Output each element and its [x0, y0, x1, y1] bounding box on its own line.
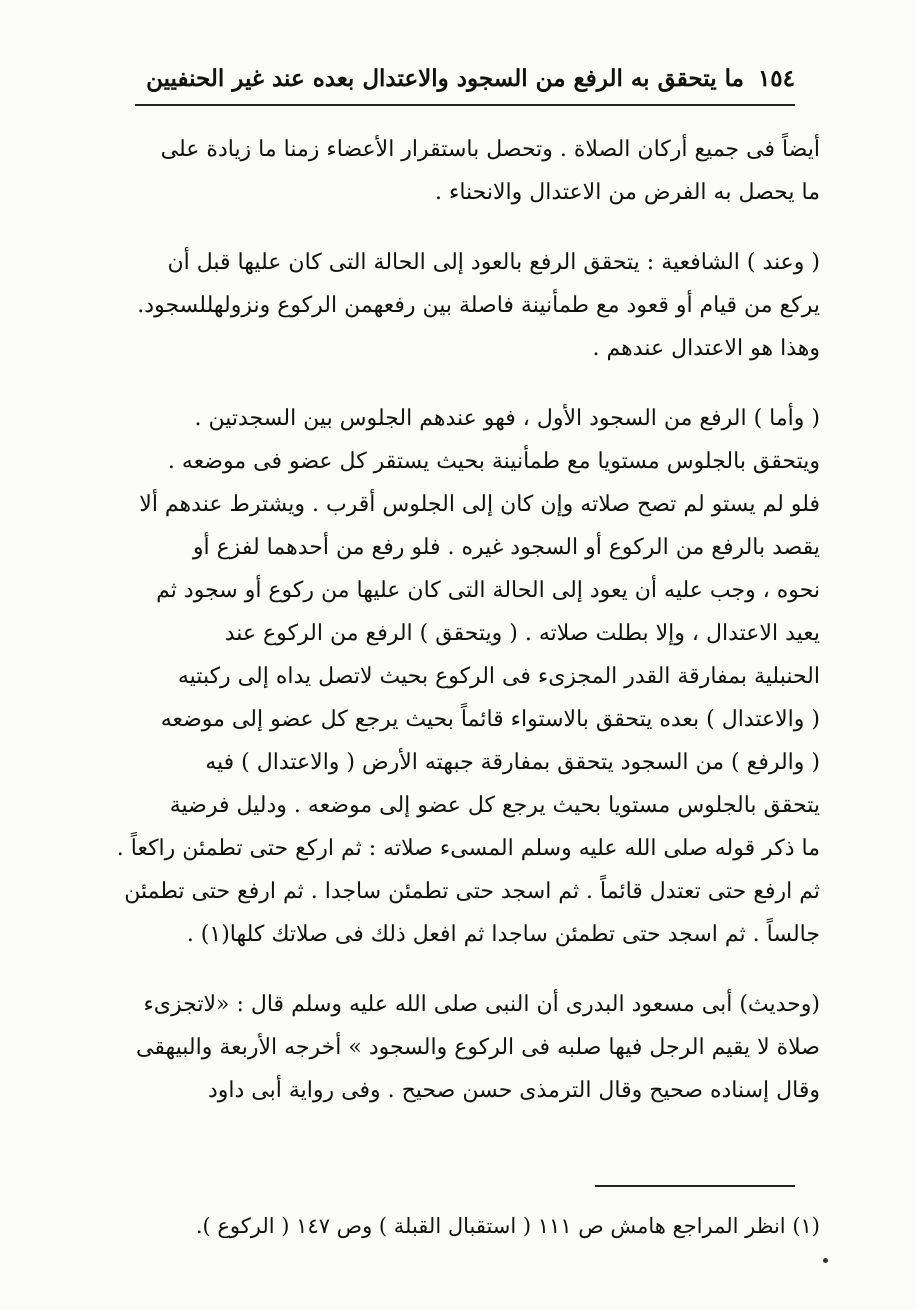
paragraph-2 — [100, 241, 820, 370]
footnote-divider — [595, 1185, 795, 1187]
text-line: يركع من قيام أو قعود مع طمأنينة فاصلة بين رفعهمن الركوع ونزولهللسجود. — [137, 293, 820, 318]
text-line: ما يحصل به الفرض من الاعتدال والانحناء . — [435, 180, 820, 205]
text-line: ما ذكر قوله صلى الله عليه وسلم المسىء صلاته : ثم اركع حتى تطمئن راكعاً . — [116, 836, 820, 861]
header-divider — [135, 104, 795, 106]
paragraph-4 — [100, 983, 820, 1112]
text-line: ( وعند ) الشافعية : يتحقق الرفع بالعود إلى الحالة التى كان عليها قبل أن — [167, 250, 820, 275]
ink-speck — [823, 1258, 828, 1263]
main-text — [100, 128, 820, 1112]
paragraph-1 — [100, 128, 820, 214]
page-number: ١٥٤ — [757, 64, 795, 92]
text-line: يتحقق بالجلوس مستويا بحيث يرجع كل عضو إلى موضعه . ودليل فرضية — [169, 793, 820, 818]
text-line: نحوه ، وجب عليه أن يعود إلى الحالة التى كان عليها من ركوع أو سجود ثم — [156, 578, 820, 603]
text-line: صلاة لا يقيم الرجل فيها صلبه فى الركوع والسجود » أخرجه الأربعة والبيهقى — [136, 1035, 820, 1060]
text-line: ويتحقق بالجلوس مستويا مع طمأنينة بحيث يستقر كل عضو فى موضعه . — [167, 449, 820, 474]
text-line: جالساً . ثم اسجد حتى تطمئن ساجدا ثم افعل ذلك فى صلاتك كلها(١) . — [186, 922, 820, 947]
text-line: يقصد بالرفع من الركوع أو السجود غيره . فلو رفع من أحدهما لفزع أو — [192, 535, 820, 560]
text-line: (وحديث) أبى مسعود البدرى أن النبى صلى الله عليه وسلم قال : «لاتجزىء — [143, 992, 820, 1017]
text-line: الحنبلية بمفارقة القدر المجزىء فى الركوع بحيث لاتصل يداه إلى ركبتيه — [177, 664, 820, 689]
text-line: ( والرفع ) من السجود يتحقق بمفارقة جبهته الأرض ( والاعتدال ) فيه — [205, 750, 820, 775]
text-line: ( وأما ) الرفع من السجود الأول ، فهو عندهم الجلوس بين السجدتين . — [194, 406, 820, 431]
text-line: يعيد الاعتدال ، وإلا بطلت صلاته . ( ويتحقق ) الرفع من الركوع عند — [224, 621, 820, 646]
text-line: ثم ارفع حتى تعتدل قائماً . ثم اسجد حتى تطمئن ساجدا . ثم ارفع حتى تطمئن — [124, 879, 820, 904]
text-line: وقال إسناده صحيح وقال الترمذى حسن صحيح . وفى رواية أبى داود — [207, 1078, 820, 1103]
paragraph-3 — [100, 397, 820, 956]
text-line: وهذا هو الاعتدال عندهم . — [592, 336, 820, 361]
text-line: فلو لم يستو لم تصح صلاته وإن كان إلى الجلوس أقرب . ويشترط عندهم ألا — [139, 492, 820, 517]
footnote: (١) انظر المراجع هامش ص ١١١ ( استقبال القبلة ) وص ١٤٧ ( الركوع ). — [195, 1214, 820, 1238]
header-title: ما يتحقق به الرفع من السجود والاعتدال بعده عند غير الحنفيين — [146, 64, 744, 92]
text-line: ( والاعتدال ) بعده يتحقق بالاستواء قائماً بحيث يرجع كل عضو إلى موضعه — [160, 707, 820, 732]
text-line: أيضاً فى جميع أركان الصلاة . وتحصل باستقرار الأعضاء زمنا ما زيادة على — [160, 137, 820, 162]
running-header — [135, 58, 795, 98]
